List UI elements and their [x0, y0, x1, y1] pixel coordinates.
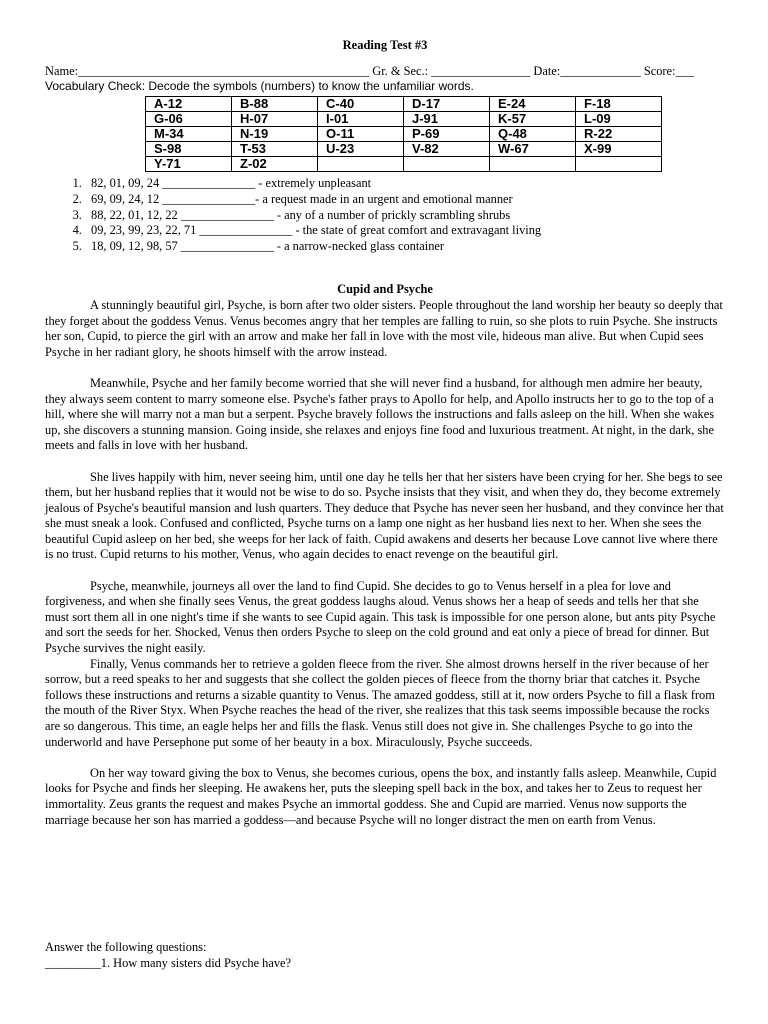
- decode-table-row: [146, 142, 662, 157]
- decode-table-cell: T-53: [232, 142, 318, 157]
- decode-table-row: [146, 112, 662, 127]
- decode-table-cell: W-67: [490, 142, 576, 157]
- decode-table-cell: X-99: [576, 142, 662, 157]
- decode-table-cell: V-82: [404, 142, 490, 157]
- decode-table: [145, 96, 662, 172]
- decode-table-cell: P-69: [404, 127, 490, 142]
- decode-table-cell: F-18: [576, 97, 662, 112]
- decode-table-row: [146, 127, 662, 142]
- decode-table-cell: U-23: [318, 142, 404, 157]
- decode-table-cell: A-12: [146, 97, 232, 112]
- decode-table-cell: Z-02: [232, 157, 318, 172]
- vocab-item: 3. 88, 22, 01, 12, 22 _______________ - any of a number of prickly scrambling shrubs: [85, 208, 725, 224]
- decode-table-cell: E-24: [490, 97, 576, 112]
- student-info-line: Name:_______________________________________________ Gr. & Sec.: ________________ Date:_____________ Score:___: [45, 64, 695, 78]
- story-paragraph: On her way toward giving the box to Venus, she becomes curious, opens the box, and instantly falls asleep. Meanwhile, Cupid looks for Psyche and finds her sleeping. He awakens her, puts the sleeping spell back in the box, and takes her to Zeus to request her immortality. Zeus grants the request and makes Psyche an immortal goddess. She and Cupid are married. Venus now supports the marriage because her son has married a goddess—and because Psyche will no longer distract the men on earth from Venus.: [45, 765, 717, 827]
- decode-table-cell: M-34: [146, 127, 232, 142]
- vocab-item: 4. 09, 23, 99, 23, 22, 71 _______________ - the state of great comfort and extravagant living: [85, 223, 725, 239]
- vocabulary-instruction: Vocabulary Check: Decode the symbols (numbers) to know the unfamiliar words.: [45, 79, 474, 93]
- decode-table-cell: Q-48: [490, 127, 576, 142]
- decode-table-cell: [576, 157, 662, 172]
- decode-table-cell: D-17: [404, 97, 490, 112]
- decode-table-row: [146, 157, 662, 172]
- story-paragraph: Psyche, meanwhile, journeys all over the land to find Cupid. She decides to go to Venus herself in a plea for love and forgiveness, and when she finally sees Venus, the great goddess laughs aloud. Venus shows her a heap of seeds and tells her that she must sort them all in one night's time if she wants to see Cupid again. This task is impossible for one person alone, but ants pity Psyche and sort the seeds for her. Shocked, Venus then orders Psyche to sleep on the cold ground and eat only a piece of bread for dinner. But Psyche survives the night easily.: [45, 578, 716, 656]
- test-title: Reading Test #3: [342, 38, 428, 52]
- decode-table-cell: H-07: [232, 112, 318, 127]
- decode-table-cell: O-11: [318, 127, 404, 142]
- decode-table-cell: L-09: [576, 112, 662, 127]
- decode-table-cell: S-98: [146, 142, 232, 157]
- questions-section: [45, 940, 725, 972]
- decode-table-row: [146, 97, 662, 112]
- worksheet-page: [45, 38, 725, 828]
- decode-table-cell: I-01: [318, 112, 404, 127]
- story-paragraph: She lives happily with him, never seeing him, until one day he tells her that her sisters have been crying for her. She begs to see them, but her husband replies that it would not be wise to do so. Psyche insists that they visit, and when they do, they become extremely jealous of Psyche's beautiful mansion and lush quarters. They deduce that Psyche has never seen her husband, and they convince her that she must sneak a look. Confused and conflicted, Psyche turns on a lamp one night as her husband lies next to her. When she sees the beautiful Cupid asleep on her bed, she weeps for her lack of faith. Cupid awakens and deserts her because Love cannot live where there is no trust. Cupid returns to his mother, Venus, who again decides to enact revenge on the beautiful girl.: [45, 469, 724, 562]
- decode-table-cell: J-91: [404, 112, 490, 127]
- decode-table-cell: [318, 157, 404, 172]
- decode-table-cell: [490, 157, 576, 172]
- decode-table-cell: R-22: [576, 127, 662, 142]
- questions-heading: Answer the following questions:: [45, 940, 207, 954]
- question-item: _________1. How many sisters did Psyche have?: [45, 956, 292, 970]
- story-paragraph: Finally, Venus commands her to retrieve a golden fleece from the river. She almost drowns herself in the river because of her sorrow, but a reed speaks to her and suggests that she collect the golden pieces of fleece from the thorny briar that catches it. Psyche follows these instructions and returns a sizable quantity to Venus. The amazed goddess, still at it, now orders Psyche to fill a flask from the mouth of the River Styx. When Psyche reaches the head of the river, she realizes that this task seems impossible because the rocks are so dangerous. This time, an eagle helps her and fills the flask. Venus still does not give in. She challenges Psyche to go into the underworld and have Persephone put some of her beauty in a box. Miraculously, Psyche succeeds.: [45, 656, 715, 749]
- decode-table-cell: Y-71: [146, 157, 232, 172]
- decode-table-cell: C-40: [318, 97, 404, 112]
- vocab-item: 2. 69, 09, 24, 12 _______________- a request made in an urgent and emotional manner: [85, 192, 725, 208]
- decode-table-cell: G-06: [146, 112, 232, 127]
- vocabulary-list: [45, 176, 725, 255]
- vocab-item: 5. 18, 09, 12, 98, 57 _______________ - a narrow-necked glass container: [85, 239, 725, 255]
- decode-table-cell: B-88: [232, 97, 318, 112]
- decode-table-cell: [404, 157, 490, 172]
- decode-table-cell: N-19: [232, 127, 318, 142]
- story-section: [45, 282, 725, 828]
- vocab-item: 1. 82, 01, 09, 24 _______________ - extremely unpleasant: [85, 176, 725, 192]
- story-paragraph: A stunningly beautiful girl, Psyche, is born after two older sisters. People throughout the land worship her beauty so deeply that they forget about the goddess Venus. Venus becomes angry that her temples are falling to ruin, so she plots to ruin Psyche. She instructs her son, Cupid, to pierce the girl with an arrow and make her fall in love with the most vile, hideous man alive. But when Cupid sees Psyche in her radiant glory, he shoots himself with the arrow instead.: [45, 297, 723, 359]
- decode-table-cell: K-57: [490, 112, 576, 127]
- story-title: Cupid and Psyche: [337, 281, 433, 296]
- story-paragraph: Meanwhile, Psyche and her family become worried that she will never find a husband, for although men admire her beauty, they always seem content to marry someone else. Psyche's father prays to Apollo for help, and Apollo instructs her to go to the top of a hill, where she will marry not a man but a serpent. Psyche bravely follows the instructions and falls asleep on the hill. When she wakes up, she discovers a stunning mansion. Going inside, she relaxes and enjoys fine food and luxurious treatment. At night, in the dark, she meets and falls in love with her husband.: [45, 375, 715, 453]
